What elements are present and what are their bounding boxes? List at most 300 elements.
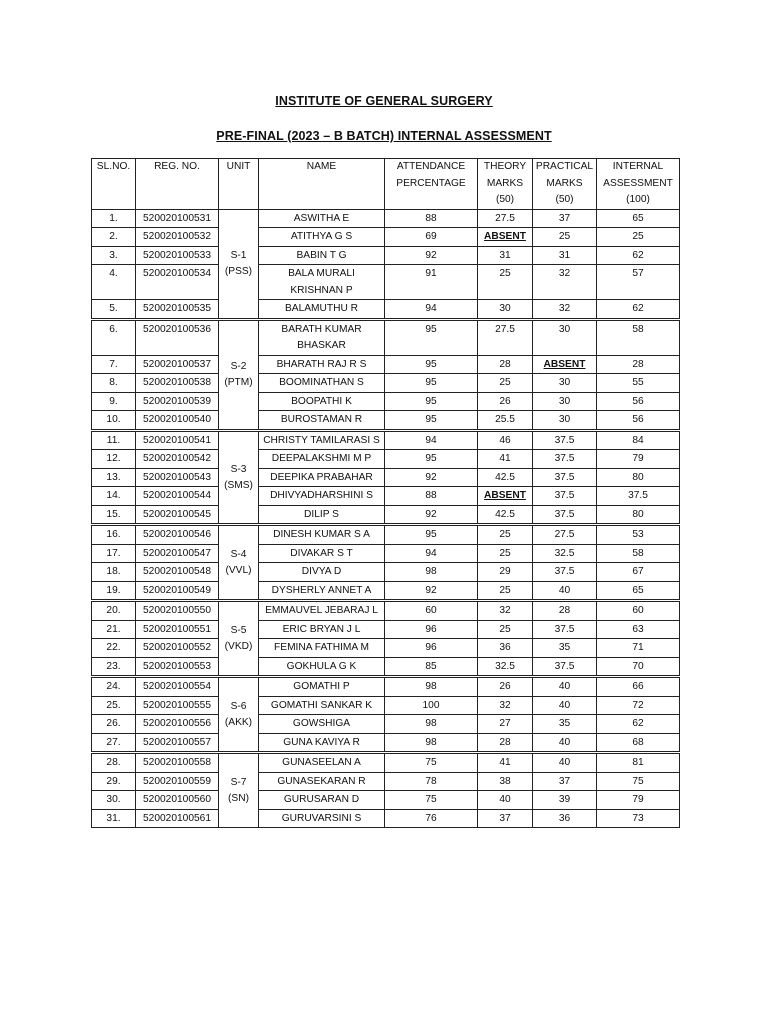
- internal-assessment-cell: 68: [597, 733, 680, 753]
- theory-marks-cell: 42.5: [478, 505, 533, 525]
- column-header-line: MARKS: [486, 177, 524, 189]
- table-row: [92, 505, 680, 525]
- name-cell: GOMATHI SANKAR K: [259, 696, 385, 715]
- table-row: [92, 620, 680, 639]
- reg-no-cell: 520020100544: [136, 487, 219, 506]
- name-cell: BABIN T G: [259, 246, 385, 265]
- reg-no-cell: 520020100548: [136, 563, 219, 582]
- reg-no-cell: 520020100543: [136, 468, 219, 487]
- absent-mark: ABSENT: [543, 358, 586, 370]
- table-row: [92, 319, 680, 355]
- column-header-internal-assessment: [597, 159, 680, 210]
- theory-marks-cell: 25: [478, 374, 533, 393]
- reg-no-cell: 520020100551: [136, 620, 219, 639]
- attendance-cell: 94: [385, 544, 478, 563]
- unit-label: S-5: [230, 625, 247, 636]
- attendance-cell: 95: [385, 319, 478, 355]
- practical-marks-cell: 35: [533, 639, 597, 658]
- sl-no-cell: 2.: [92, 228, 136, 247]
- internal-assessment-cell: 60: [597, 601, 680, 621]
- attendance-cell: 94: [385, 430, 478, 450]
- table-row: [92, 228, 680, 247]
- practical-marks-cell: 37.5: [533, 657, 597, 677]
- column-header-line: INTERNAL: [612, 161, 664, 172]
- theory-marks-cell: 27: [478, 715, 533, 734]
- attendance-cell: 98: [385, 563, 478, 582]
- sl-no-cell: 4.: [92, 265, 136, 300]
- column-header-line: (50): [555, 194, 574, 205]
- reg-no-cell: 520020100549: [136, 581, 219, 601]
- sl-no-cell: 29.: [92, 772, 136, 791]
- table-row: [92, 581, 680, 601]
- internal-assessment-cell: 80: [597, 468, 680, 487]
- practical-marks-cell: 30: [533, 411, 597, 431]
- attendance-cell: 98: [385, 677, 478, 697]
- unit-cell: [219, 430, 259, 525]
- table-body: [92, 209, 680, 828]
- unit-label: (PTM): [224, 377, 253, 388]
- internal-assessment-cell: 25: [597, 228, 680, 247]
- column-header-line: ASSESSMENT: [603, 177, 673, 189]
- column-header-line: REG. NO.: [154, 161, 200, 172]
- reg-no-cell: 520020100547: [136, 544, 219, 563]
- name-cell: EMMAUVEL JEBARAJ L: [259, 601, 385, 621]
- name-cell: DEEPALAKSHMI M P: [259, 450, 385, 469]
- name-cell: GURUVARSINI S: [259, 809, 385, 828]
- unit-cell: [219, 601, 259, 677]
- table-row: [92, 300, 680, 320]
- table-row: [92, 753, 680, 773]
- sl-no-cell: 23.: [92, 657, 136, 677]
- theory-marks-cell: 26: [478, 677, 533, 697]
- practical-marks-cell: 37.5: [533, 487, 597, 506]
- theory-marks-cell: 25: [478, 525, 533, 545]
- internal-assessment-cell: 37.5: [597, 487, 680, 506]
- unit-label: S-2: [230, 361, 247, 372]
- theory-marks-cell: 41: [478, 753, 533, 773]
- internal-assessment-cell: 53: [597, 525, 680, 545]
- name-cell: BUROSTAMAN R: [259, 411, 385, 431]
- sl-no-cell: 6.: [92, 319, 136, 355]
- name-cell: ATITHYA G S: [259, 228, 385, 247]
- table-row: [92, 791, 680, 810]
- sl-no-cell: 30.: [92, 791, 136, 810]
- practical-marks-cell: 37: [533, 772, 597, 791]
- table-row: [92, 544, 680, 563]
- name-cell: BALA MURALI KRISHNAN P: [259, 265, 385, 300]
- column-header-line: NAME: [306, 161, 337, 172]
- name-cell: BHARATH RAJ R S: [259, 355, 385, 374]
- reg-no-cell: 520020100545: [136, 505, 219, 525]
- attendance-cell: 60: [385, 601, 478, 621]
- attendance-cell: 98: [385, 715, 478, 734]
- name-cell: GOWSHIGA: [259, 715, 385, 734]
- attendance-cell: 78: [385, 772, 478, 791]
- attendance-cell: 92: [385, 581, 478, 601]
- internal-assessment-cell: 84: [597, 430, 680, 450]
- internal-assessment-cell: 71: [597, 639, 680, 658]
- practical-marks-cell: [533, 355, 597, 374]
- column-header-practical-marks: [533, 159, 597, 210]
- table-row: [92, 450, 680, 469]
- practical-marks-cell: 28: [533, 601, 597, 621]
- column-header-unit: [219, 159, 259, 210]
- theory-marks-cell: 36: [478, 639, 533, 658]
- attendance-cell: 95: [385, 374, 478, 393]
- practical-marks-cell: 37.5: [533, 450, 597, 469]
- attendance-cell: 95: [385, 392, 478, 411]
- table-row: [92, 601, 680, 621]
- table-row: [92, 246, 680, 265]
- sl-no-cell: 1.: [92, 209, 136, 228]
- theory-marks-cell: 29: [478, 563, 533, 582]
- sl-no-cell: 3.: [92, 246, 136, 265]
- practical-marks-cell: 40: [533, 696, 597, 715]
- unit-cell: [219, 525, 259, 601]
- name-cell: DILIP S: [259, 505, 385, 525]
- internal-assessment-cell: 58: [597, 319, 680, 355]
- practical-marks-cell: 30: [533, 319, 597, 355]
- theory-marks-cell: 25: [478, 544, 533, 563]
- unit-label: (SN): [228, 793, 249, 804]
- column-header-line: PERCENTAGE: [396, 177, 466, 189]
- reg-no-cell: 520020100539: [136, 392, 219, 411]
- reg-no-cell: 520020100541: [136, 430, 219, 450]
- practical-marks-cell: 40: [533, 753, 597, 773]
- reg-no-cell: 520020100550: [136, 601, 219, 621]
- theory-marks-cell: 27.5: [478, 319, 533, 355]
- attendance-cell: 96: [385, 639, 478, 658]
- column-header-line: THEORY: [483, 161, 527, 172]
- practical-marks-cell: 37.5: [533, 563, 597, 582]
- unit-cell: [219, 677, 259, 753]
- sl-no-cell: 13.: [92, 468, 136, 487]
- assessment-title: PRE-FINAL (2023 – B BATCH) INTERNAL ASSESSMENT: [216, 129, 552, 143]
- practical-marks-cell: 31: [533, 246, 597, 265]
- internal-assessment-cell: 72: [597, 696, 680, 715]
- sl-no-cell: 12.: [92, 450, 136, 469]
- table-row: [92, 468, 680, 487]
- internal-assessment-cell: 58: [597, 544, 680, 563]
- theory-marks-cell: 37: [478, 809, 533, 828]
- theory-marks-cell: 30: [478, 300, 533, 320]
- sl-no-cell: 10.: [92, 411, 136, 431]
- theory-marks-cell: 25: [478, 620, 533, 639]
- name-cell: ERIC BRYAN J L: [259, 620, 385, 639]
- sl-no-cell: 7.: [92, 355, 136, 374]
- internal-assessment-cell: 65: [597, 581, 680, 601]
- table-row: [92, 355, 680, 374]
- practical-marks-cell: 37.5: [533, 505, 597, 525]
- theory-marks-cell: 41: [478, 450, 533, 469]
- table-row: [92, 715, 680, 734]
- column-header-line: (50): [495, 194, 515, 205]
- internal-assessment-cell: 28: [597, 355, 680, 374]
- sl-no-cell: 24.: [92, 677, 136, 697]
- practical-marks-cell: 32: [533, 300, 597, 320]
- name-cell: DYSHERLY ANNET A: [259, 581, 385, 601]
- practical-marks-cell: 30: [533, 392, 597, 411]
- name-cell: GUNASEELAN A: [259, 753, 385, 773]
- practical-marks-cell: 27.5: [533, 525, 597, 545]
- sl-no-cell: 28.: [92, 753, 136, 773]
- theory-marks-cell: 25.5: [478, 411, 533, 431]
- theory-marks-cell: [478, 487, 533, 506]
- practical-marks-cell: 37.5: [533, 430, 597, 450]
- reg-no-cell: 520020100532: [136, 228, 219, 247]
- attendance-cell: 92: [385, 246, 478, 265]
- reg-no-cell: 520020100553: [136, 657, 219, 677]
- internal-assessment-cell: 66: [597, 677, 680, 697]
- unit-label: (VKD): [224, 641, 253, 652]
- internal-assessment-cell: 56: [597, 411, 680, 431]
- name-cell: GURUSARAN D: [259, 791, 385, 810]
- table-row: [92, 487, 680, 506]
- theory-marks-cell: 38: [478, 772, 533, 791]
- unit-cell: [219, 753, 259, 828]
- name-cell: GOKHULA G K: [259, 657, 385, 677]
- name-cell: DIVYA D: [259, 563, 385, 582]
- table-header-row: [92, 159, 680, 210]
- assessment-table: [91, 158, 680, 828]
- name-cell: GUNASEKARAN R: [259, 772, 385, 791]
- theory-marks-cell: 46: [478, 430, 533, 450]
- name-cell: FEMINA FATHIMA M: [259, 639, 385, 658]
- name-cell: BOOMINATHAN S: [259, 374, 385, 393]
- reg-no-cell: 520020100536: [136, 319, 219, 355]
- unit-label: (SMS): [224, 479, 253, 491]
- reg-no-cell: 520020100534: [136, 265, 219, 300]
- unit-label: S-1: [230, 250, 247, 261]
- internal-assessment-cell: 80: [597, 505, 680, 525]
- internal-assessment-cell: 56: [597, 392, 680, 411]
- sl-no-cell: 19.: [92, 581, 136, 601]
- column-header-name: [259, 159, 385, 210]
- name-cell: CHRISTY TAMILARASI S: [259, 430, 385, 450]
- attendance-cell: 91: [385, 265, 478, 300]
- attendance-cell: 95: [385, 411, 478, 431]
- reg-no-cell: 520020100560: [136, 791, 219, 810]
- reg-no-cell: 520020100535: [136, 300, 219, 320]
- unit-label: (PSS): [224, 266, 253, 277]
- sl-no-cell: 18.: [92, 563, 136, 582]
- theory-marks-cell: 25: [478, 581, 533, 601]
- unit-label: (VVL): [225, 565, 252, 576]
- reg-no-cell: 520020100533: [136, 246, 219, 265]
- theory-marks-cell: 31: [478, 246, 533, 265]
- attendance-cell: 98: [385, 733, 478, 753]
- column-header-line: MARKS: [546, 177, 583, 189]
- column-header-reg-no: [136, 159, 219, 210]
- attendance-cell: 69: [385, 228, 478, 247]
- reg-no-cell: 520020100540: [136, 411, 219, 431]
- theory-marks-cell: 28: [478, 355, 533, 374]
- sl-no-cell: 27.: [92, 733, 136, 753]
- table-row: [92, 411, 680, 431]
- theory-marks-cell: 32.5: [478, 657, 533, 677]
- sl-no-cell: 25.: [92, 696, 136, 715]
- practical-marks-cell: 30: [533, 374, 597, 393]
- theory-marks-cell: 32: [478, 601, 533, 621]
- column-header-line: (100): [626, 194, 650, 205]
- internal-assessment-cell: 67: [597, 563, 680, 582]
- column-header-line: PRACTICAL: [535, 161, 594, 172]
- table-row: [92, 733, 680, 753]
- column-header-sl-no: [92, 159, 136, 210]
- name-cell: ASWITHA E: [259, 209, 385, 228]
- practical-marks-cell: 40: [533, 677, 597, 697]
- practical-marks-cell: 39: [533, 791, 597, 810]
- unit-cell: [219, 319, 259, 430]
- internal-assessment-cell: 70: [597, 657, 680, 677]
- table-row: [92, 430, 680, 450]
- internal-assessment-cell: 79: [597, 791, 680, 810]
- name-cell: BARATH KUMAR BHASKAR: [259, 319, 385, 355]
- practical-marks-cell: 37.5: [533, 620, 597, 639]
- reg-no-cell: 520020100546: [136, 525, 219, 545]
- absent-mark: ABSENT: [484, 490, 526, 501]
- internal-assessment-cell: 65: [597, 209, 680, 228]
- column-header-line: UNIT: [226, 161, 251, 172]
- theory-marks-cell: 32: [478, 696, 533, 715]
- attendance-cell: 95: [385, 355, 478, 374]
- sl-no-cell: 16.: [92, 525, 136, 545]
- practical-marks-cell: 32.5: [533, 544, 597, 563]
- column-header-attendance: [385, 159, 478, 210]
- reg-no-cell: 520020100538: [136, 374, 219, 393]
- table-row: [92, 809, 680, 828]
- reg-no-cell: 520020100531: [136, 209, 219, 228]
- reg-no-cell: 520020100555: [136, 696, 219, 715]
- table-row: [92, 677, 680, 697]
- attendance-cell: 75: [385, 753, 478, 773]
- theory-marks-cell: 26: [478, 392, 533, 411]
- reg-no-cell: 520020100558: [136, 753, 219, 773]
- table-row: [92, 525, 680, 545]
- sl-no-cell: 21.: [92, 620, 136, 639]
- reg-no-cell: 520020100561: [136, 809, 219, 828]
- internal-assessment-cell: 55: [597, 374, 680, 393]
- sl-no-cell: 5.: [92, 300, 136, 320]
- practical-marks-cell: 32: [533, 265, 597, 300]
- table-row: [92, 374, 680, 393]
- attendance-cell: 95: [385, 450, 478, 469]
- internal-assessment-cell: 62: [597, 246, 680, 265]
- theory-marks-cell: 42.5: [478, 468, 533, 487]
- practical-marks-cell: 37: [533, 209, 597, 228]
- attendance-cell: 100: [385, 696, 478, 715]
- internal-assessment-cell: 75: [597, 772, 680, 791]
- attendance-cell: 94: [385, 300, 478, 320]
- reg-no-cell: 520020100554: [136, 677, 219, 697]
- institute-title: INSTITUTE OF GENERAL SURGERY: [275, 94, 493, 108]
- theory-marks-cell: 27.5: [478, 209, 533, 228]
- theory-marks-cell: 28: [478, 733, 533, 753]
- reg-no-cell: 520020100556: [136, 715, 219, 734]
- attendance-cell: 75: [385, 791, 478, 810]
- attendance-cell: 88: [385, 487, 478, 506]
- theory-marks-cell: [478, 228, 533, 247]
- unit-cell: [219, 209, 259, 319]
- internal-assessment-cell: 62: [597, 715, 680, 734]
- internal-assessment-cell: 62: [597, 300, 680, 320]
- internal-assessment-cell: 73: [597, 809, 680, 828]
- theory-marks-cell: 40: [478, 791, 533, 810]
- column-header-line: SL.NO.: [96, 161, 131, 172]
- practical-marks-cell: 25: [533, 228, 597, 247]
- reg-no-cell: 520020100559: [136, 772, 219, 791]
- table-row: [92, 265, 680, 300]
- reg-no-cell: 520020100552: [136, 639, 219, 658]
- practical-marks-cell: 37.5: [533, 468, 597, 487]
- name-cell: GUNA KAVIYA R: [259, 733, 385, 753]
- internal-assessment-cell: 63: [597, 620, 680, 639]
- attendance-cell: 88: [385, 209, 478, 228]
- reg-no-cell: 520020100537: [136, 355, 219, 374]
- table-row: [92, 772, 680, 791]
- attendance-cell: 96: [385, 620, 478, 639]
- reg-no-cell: 520020100557: [136, 733, 219, 753]
- practical-marks-cell: 36: [533, 809, 597, 828]
- table-row: [92, 563, 680, 582]
- sl-no-cell: 14.: [92, 487, 136, 506]
- table-row: [92, 392, 680, 411]
- absent-mark: ABSENT: [484, 231, 526, 242]
- unit-label: S-3: [230, 463, 247, 475]
- attendance-cell: 85: [385, 657, 478, 677]
- column-header-theory-marks: [478, 159, 533, 210]
- table-row: [92, 696, 680, 715]
- practical-marks-cell: 40: [533, 733, 597, 753]
- name-cell: DIVAKAR S T: [259, 544, 385, 563]
- name-cell: DINESH KUMAR S A: [259, 525, 385, 545]
- reg-no-cell: 520020100542: [136, 450, 219, 469]
- unit-label: S-7: [230, 777, 247, 788]
- sl-no-cell: 9.: [92, 392, 136, 411]
- table-row: [92, 639, 680, 658]
- attendance-cell: 76: [385, 809, 478, 828]
- column-header-line: ATTENDANCE: [396, 161, 466, 172]
- sl-no-cell: 11.: [92, 430, 136, 450]
- sl-no-cell: 26.: [92, 715, 136, 734]
- practical-marks-cell: 40: [533, 581, 597, 601]
- name-cell: DEEPIKA PRABAHAR: [259, 468, 385, 487]
- unit-label: S-6: [230, 701, 247, 712]
- sl-no-cell: 8.: [92, 374, 136, 393]
- attendance-cell: 92: [385, 468, 478, 487]
- table-row: [92, 657, 680, 677]
- name-cell: BALAMUTHU R: [259, 300, 385, 320]
- attendance-cell: 92: [385, 505, 478, 525]
- sl-no-cell: 15.: [92, 505, 136, 525]
- sl-no-cell: 17.: [92, 544, 136, 563]
- unit-label: S-4: [230, 549, 247, 560]
- name-cell: BOOPATHI K: [259, 392, 385, 411]
- unit-label: (AKK): [224, 717, 253, 728]
- table-row: [92, 209, 680, 228]
- attendance-cell: 95: [385, 525, 478, 545]
- name-cell: GOMATHI P: [259, 677, 385, 697]
- sl-no-cell: 31.: [92, 809, 136, 828]
- name-cell: DHIVYADHARSHINI S: [259, 487, 385, 506]
- internal-assessment-cell: 81: [597, 753, 680, 773]
- sl-no-cell: 20.: [92, 601, 136, 621]
- internal-assessment-cell: 79: [597, 450, 680, 469]
- theory-marks-cell: 25: [478, 265, 533, 300]
- practical-marks-cell: 35: [533, 715, 597, 734]
- internal-assessment-cell: 57: [597, 265, 680, 300]
- sl-no-cell: 22.: [92, 639, 136, 658]
